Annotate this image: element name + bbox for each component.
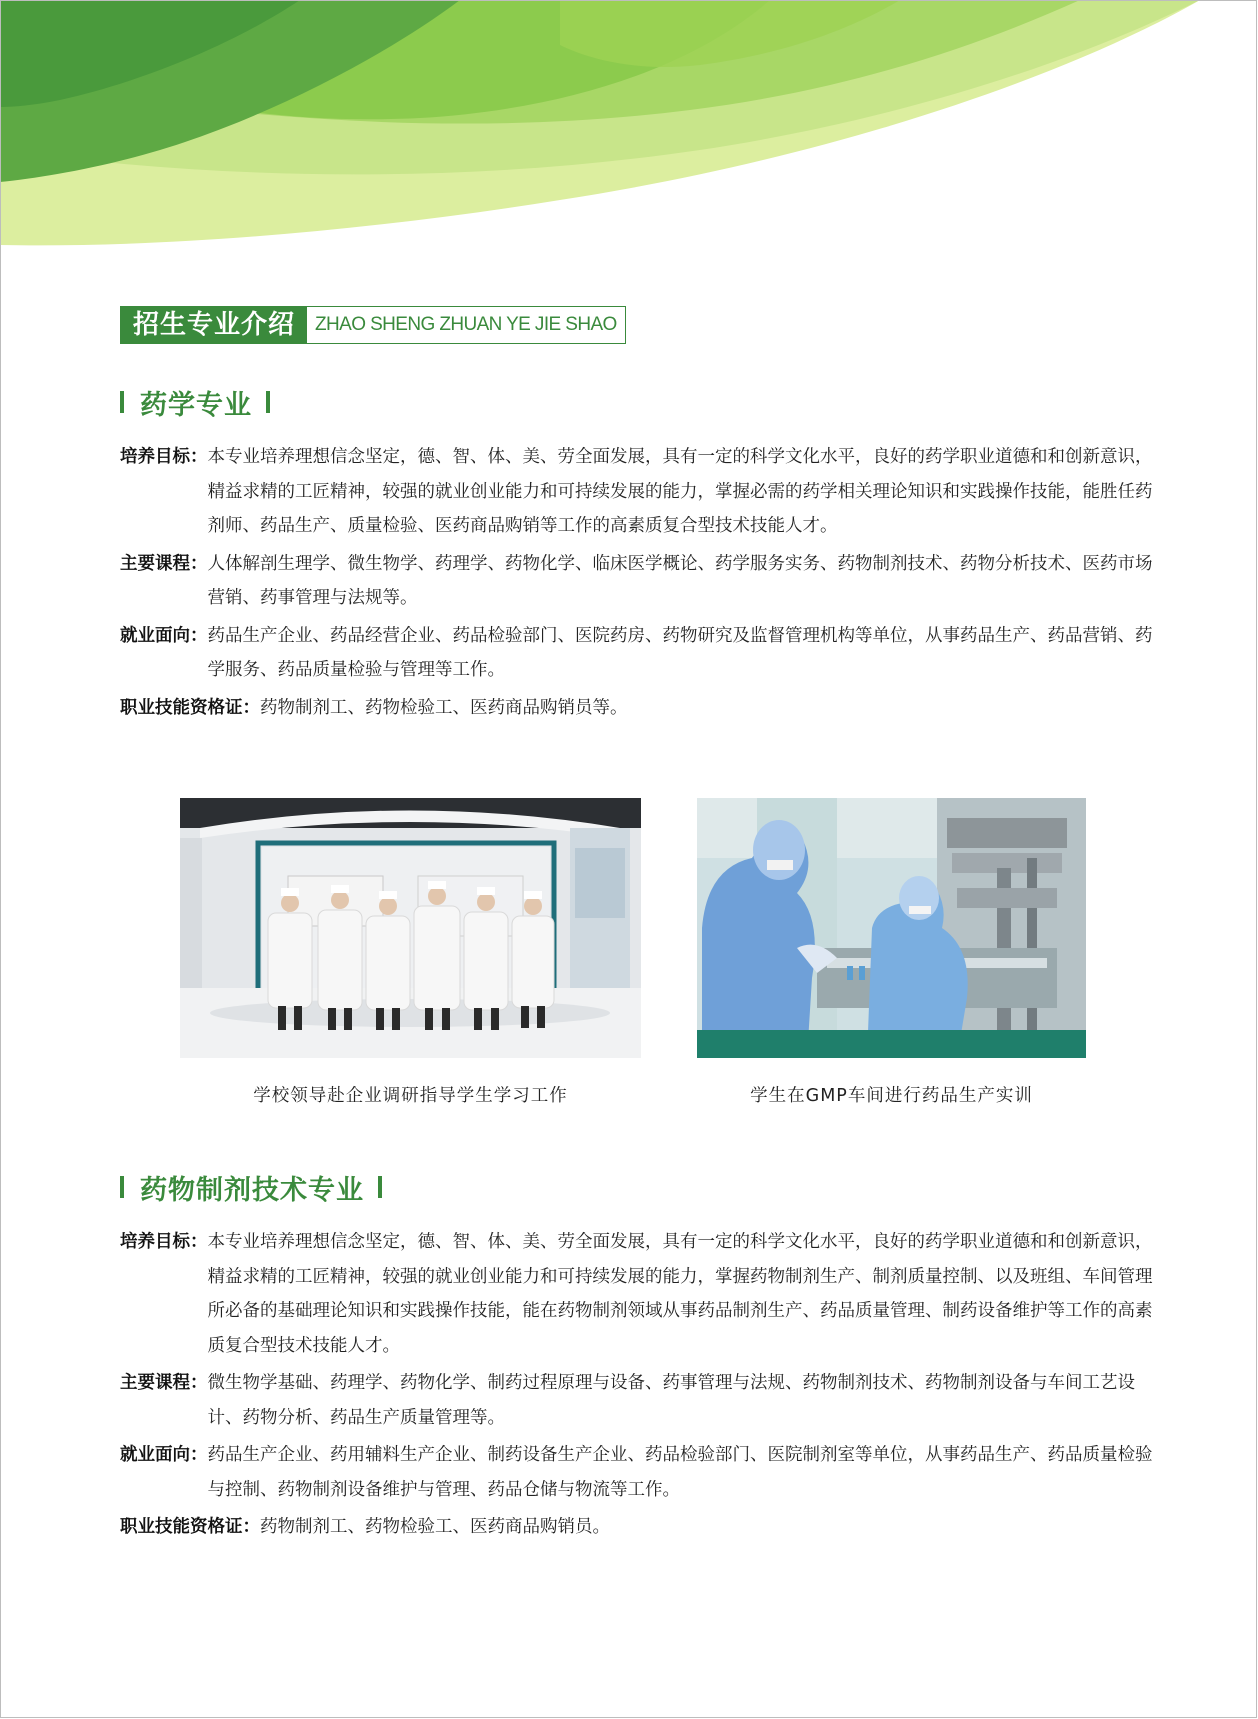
- entry-employment: [120, 1438, 1165, 1507]
- entry-label: 职业技能资格证：: [120, 697, 260, 718]
- entry-training-goal: [120, 1225, 1165, 1363]
- entry-label: 培养目标：: [120, 447, 208, 467]
- entry-label: 职业技能资格证：: [120, 1517, 260, 1537]
- entry-value: 本专业培养理想信念坚定，德、智、体、美、劳全面发展，具有一定的科学文化水平，良好的药学职业道德和和创新意识，精益求精的工匠精神，较强的就业创业能力和可持续发展的能力，掌握药物制剂生产、制剂质量控制、以及班组、车间管理所必备的基础理论知识和实践操作技能，能在药物制剂领域从事药品制剂生产、药品质量管理、制药设备维护等工作的高素质复合型技术技能人才。: [207, 1232, 1153, 1356]
- banner-title-en: ZHAO SHENG ZHUAN YE JIE SHAO: [307, 306, 626, 344]
- entry-label: 就业面向：: [120, 1445, 208, 1465]
- photo-gmp-workshop: [697, 798, 1086, 1058]
- entry-label: 就业面向：: [120, 625, 208, 646]
- title-bar-left: [120, 391, 124, 413]
- photo-enterprise-visit-image: [180, 798, 641, 1058]
- entry-value: 药物制剂工、药物检验工、医药商品购销员等。: [260, 697, 628, 718]
- title-bar-right: [266, 391, 270, 413]
- photo-caption-enterprise-visit: 学校领导赴企业调研指导学生学习工作: [253, 1086, 568, 1106]
- entry-value: 药品生产企业、药品经营企业、药品检验部门、医院药房、药物研究及监督管理机构等单位，从事药品生产、药品营销、药学服务、药品质量检验与管理等工作。: [207, 625, 1153, 680]
- photo-enterprise-visit: [180, 798, 641, 1058]
- section-banner: [120, 306, 626, 344]
- section-title-text: 药学专业: [140, 389, 252, 421]
- entry-certificates: [120, 1510, 1165, 1545]
- entry-employment: [120, 619, 1165, 688]
- section-title-formulation: [120, 1167, 382, 1207]
- entry-value: 微生物学基础、药理学、药物化学、制药过程原理与设备、药事管理与法规、药物制剂技术、药物制剂设备与车间工艺设计、药物分析、药品生产质量管理等。: [207, 1373, 1135, 1428]
- entry-label: 主要课程：: [120, 1373, 208, 1393]
- section-title-text: 药物制剂技术专业: [140, 1174, 364, 1206]
- entry-certificates: [120, 691, 1165, 726]
- entry-value: 药物制剂工、药物检验工、医药商品购销员。: [260, 1517, 610, 1537]
- title-bar-left: [120, 1176, 124, 1198]
- section-formulation-entries: [120, 1225, 1165, 1548]
- entry-value: 药品生产企业、药用辅料生产企业、制药设备生产企业、药品检验部门、医院制剂室等单位，从事药品生产、药品质量检验与控制、药物制剂设备维护与管理、药品仓储与物流等工作。: [207, 1445, 1153, 1500]
- entry-label: 培养目标：: [120, 1232, 208, 1252]
- entry-label: 主要课程：: [120, 553, 208, 574]
- section-pharmacy-entries: [120, 440, 1165, 728]
- photo-caption-gmp-workshop: 学生在GMP车间进行药品生产实训: [750, 1086, 1033, 1106]
- entry-training-goal: [120, 440, 1165, 544]
- section-title-pharmacy: [120, 382, 270, 422]
- entry-value: 人体解剖生理学、微生物学、药理学、药物化学、临床医学概论、药学服务实务、药物制剂技术、药物分析技术、医药市场营销、药事管理与法规等。: [207, 553, 1153, 608]
- entry-value: 本专业培养理想信念坚定，德、智、体、美、劳全面发展，具有一定的科学文化水平，良好的药学职业道德和和创新意识，精益求精的工匠精神，较强的就业创业能力和可持续发展的能力，掌握必需的药学相关理论知识和实践操作技能，能胜任药剂师、药品生产、质量检验、医药商品购销等工作的高素质复合型技术技能人才。: [207, 447, 1153, 536]
- header-leaf-graphic: [0, 0, 1258, 260]
- title-bar-right: [378, 1176, 382, 1198]
- entry-main-courses: [120, 547, 1165, 616]
- photo-gmp-workshop-image: [697, 798, 1086, 1058]
- entry-main-courses: [120, 1366, 1165, 1435]
- banner-title-cn: 招生专业介绍: [120, 306, 307, 344]
